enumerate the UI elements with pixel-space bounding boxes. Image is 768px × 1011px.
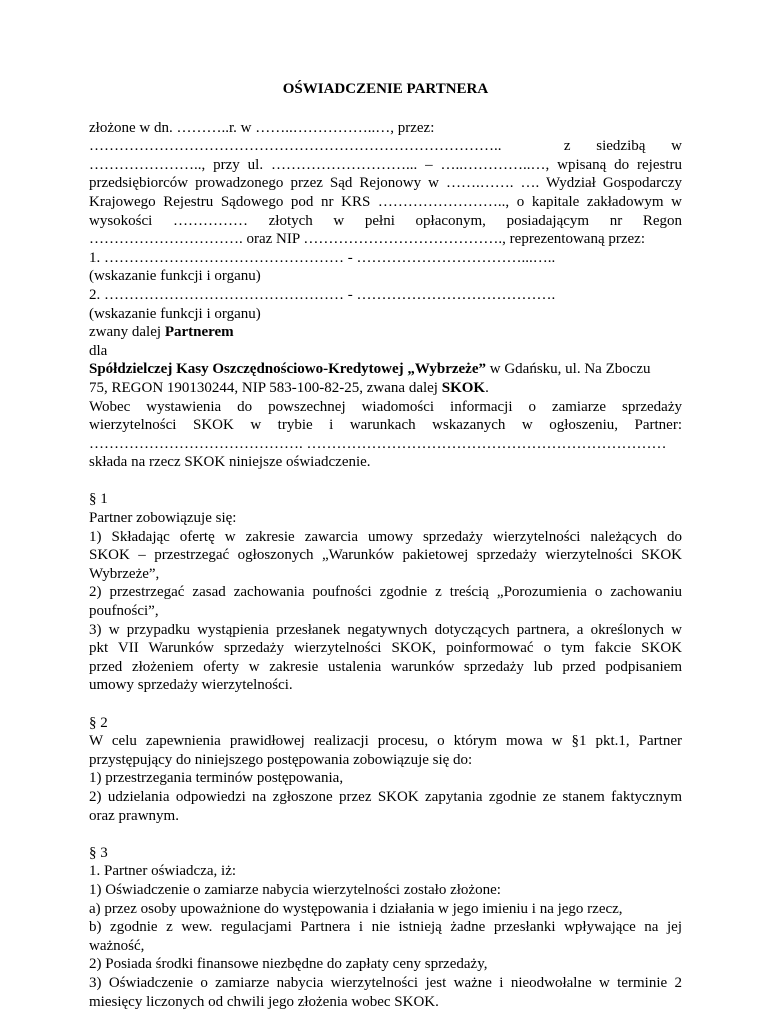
- document-page: [89, 80, 682, 1011]
- section-1-line: Partner zobowiązuje się:: [89, 509, 682, 528]
- intro-line: składa na rzecz SKOK niniejsze oświadczenie.: [89, 453, 682, 472]
- section-2: [89, 714, 682, 826]
- intro-dots: ………………………………………………………………………..: [89, 137, 502, 156]
- section-heading: § 2: [89, 714, 682, 733]
- section-3-line: ważność,: [89, 937, 682, 956]
- section-heading: § 3: [89, 844, 682, 863]
- section-3-line: 1. Partner oświadcza, iż:: [89, 862, 682, 881]
- section-3-line: miesięcy liczonych od chwili jego złożenia wobec SKOK.: [89, 993, 682, 1011]
- section-3: [89, 844, 682, 1011]
- section-2-line: W celu zapewnienia prawidłowej realizacji procesu, o którym mowa w §1 pkt.1, Partner: [89, 732, 682, 751]
- section-2-line: przystępujący do niniejszego postępowania zobowiązuje się do:: [89, 751, 682, 770]
- role-note-2: (wskazanie funkcji i organu): [89, 305, 682, 324]
- intro-line: Krajowego Rejestru Sądowego pod nr KRS …………………….., o kapitale zakładowym w: [89, 193, 682, 212]
- section-3-line: 1) Oświadczenie o zamiarze nabycia wierzytelności zostało złożone:: [89, 881, 682, 900]
- section-3-line: 2) Posiada środki finansowe niezbędne do zapłaty ceny sprzedaży,: [89, 955, 682, 974]
- section-1-line: poufności”,: [89, 602, 682, 621]
- section-2-line: oraz prawnym.: [89, 807, 682, 826]
- entity-line: [89, 360, 682, 379]
- for-line: dla: [89, 342, 682, 361]
- section-3-line: b) zgodnie z wew. regulacjami Partnera i nie istnieją żadne przesłanki wpływające na jej: [89, 918, 682, 937]
- intro-line: ……………………………………. ………………………………………………………………: [89, 435, 682, 454]
- entity-line-2: [89, 379, 682, 398]
- intro-block: [89, 119, 682, 472]
- spacer: [89, 472, 682, 491]
- intro-seat: z siedzibą w: [564, 137, 682, 156]
- called-prefix: zwany dalej: [89, 324, 165, 340]
- entity-period: .: [485, 380, 489, 396]
- skok-term: SKOK: [442, 380, 485, 396]
- spacer: [89, 825, 682, 844]
- section-3-line: a) przez osoby upoważnione do występowania i działania w jego imieniu i na jego rzecz,: [89, 900, 682, 919]
- section-1-line: 1) Składając ofertę w zakresie zawarcia umowy sprzedaży wierzytelności należących do: [89, 528, 682, 547]
- intro-line: Wobec wystawienia do powszechnej wiadomości informacji o zamiarze sprzedaży: [89, 398, 682, 417]
- section-1-line: pkt VII Warunków sprzedaży wierzytelności SKOK, poinformować o tym fakcie SKOK: [89, 639, 682, 658]
- representative-1: 1. ………………………………………… - ……………………………...…..: [89, 249, 682, 268]
- entity-ids: 75, REGON 190130244, NIP 583-100-82-25, zwana dalej: [89, 380, 442, 396]
- intro-line: ………………….., przy ul. ………………………... – …..…………..…, wpisaną do rejestru: [89, 156, 682, 175]
- section-2-line: 1) przestrzegania terminów postępowania,: [89, 769, 682, 788]
- role-note-1: (wskazanie funkcji i organu): [89, 267, 682, 286]
- section-2-line: 2) udzielania odpowiedzi na zgłoszone przez SKOK zapytania zgodnie ze stanem faktycznym: [89, 788, 682, 807]
- section-1-line: 3) w przypadku wystąpienia przesłanek negatywnych dotyczących partnera, a określonych w: [89, 621, 682, 640]
- intro-line: przedsiębiorców prowadzonego przez Sąd Rejonowy w …….……. …. Wydział Gospodarczy: [89, 174, 682, 193]
- section-1-line: SKOK – przestrzegać ogłoszonych „Warunków pakietowej sprzedaży wierzytelności SKOK: [89, 546, 682, 565]
- spacer: [89, 695, 682, 714]
- intro-line: [89, 137, 682, 156]
- intro-line: wysokości …………… złotych w pełni opłaconym, posiadającym nr Regon: [89, 212, 682, 231]
- called-line: [89, 323, 682, 342]
- partner-term: Partnerem: [165, 324, 234, 340]
- intro-line: wierzytelności SKOK w trybie i warunkach wskazanych w ogłoszeniu, Partner:: [89, 416, 682, 435]
- section-1-line: przed złożeniem oferty w zakresie ustalenia warunków sprzedaży lub przed podpisaniem: [89, 658, 682, 677]
- section-1: [89, 490, 682, 695]
- intro-line: …………………………. oraz NIP …………………………………., reprezentowaną przez:: [89, 230, 682, 249]
- section-1-line: umowy sprzedaży wierzytelności.: [89, 676, 682, 695]
- representative-2: 2. ………………………………………… - ………………………………….: [89, 286, 682, 305]
- entity-name: Spółdzielczej Kasy Oszczędnościowo-Kredytowej „Wybrzeże”: [89, 361, 486, 377]
- intro-line: złożone w dn. ………..r. w ……..……………..…, przez:: [89, 119, 682, 138]
- section-1-line: 2) przestrzegać zasad zachowania poufności zgodnie z treścią „Porozumienia o zachowaniu: [89, 583, 682, 602]
- section-heading: § 1: [89, 490, 682, 509]
- entity-address: w Gdańsku, ul. Na Zboczu: [486, 361, 651, 377]
- section-1-line: Wybrzeże”,: [89, 565, 682, 584]
- section-3-line: 3) Oświadczenie o zamiarze nabycia wierzytelności jest ważne i nieodwołalne w terminie 2: [89, 974, 682, 993]
- document-title: OŚWIADCZENIE PARTNERA: [89, 80, 682, 99]
